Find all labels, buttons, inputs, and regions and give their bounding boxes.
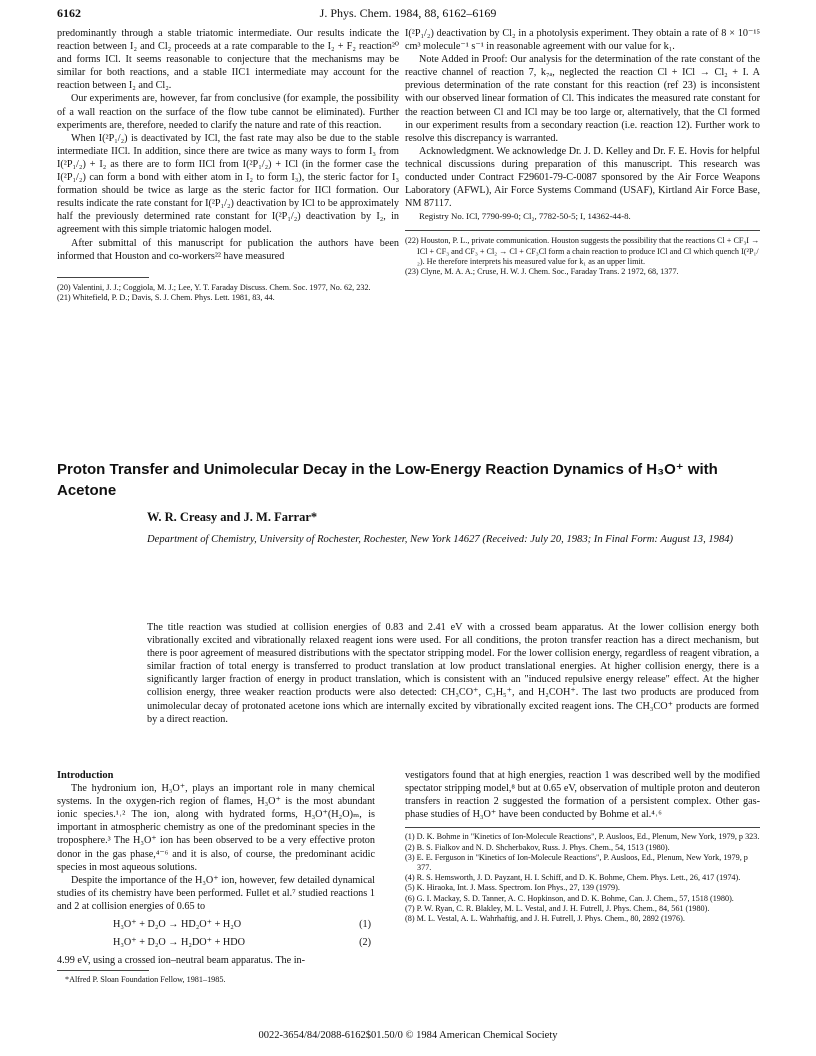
right-column	[405, 27, 760, 277]
footnote-rule	[57, 277, 149, 278]
reference-1: (1) D. K. Bohme in "Kinetics of Ion-Molecule Reactions", P. Ausloos, Ed., Plenum, New York, 1979, p 323.	[405, 832, 760, 842]
journal-running-head: J. Phys. Chem. 1984, 88, 6162–6169	[319, 6, 497, 20]
article-title: Proton Transfer and Unimolecular Decay in the Low-Energy Reaction Dynamics of H₃O⁺ with Acetone	[57, 461, 718, 499]
equation-1-number: (1)	[359, 919, 371, 931]
equation-2-text: H₃O⁺ + D₂O → H₂DO⁺ + HDO	[113, 937, 245, 949]
acknowledgment: Acknowledgment. We acknowledge Dr. J. D. Kelley and Dr. F. E. Hovis for helpful technical discussions during preparation of this manuscript. This research was conducted under Contract F29601-79-C-0087 sponsored by the Air Force Weapons Laboratory (AFWL), Air Force Systems Command (USAF), Kirtland Air Force Base, NM 87117.	[405, 145, 760, 210]
left-paragraph-3: When I(²P₁/₂) is deactivated by ICl, the fast rate may also be due to the stable intermediate IICl. In addition, since there are twice as many ways to form I₃ from I(²P₁/₂) + I₂ as there are to form IICl from I(²P₁/₂) + ICl (in the former case the I(²P₁/₂) can form a bond with either atom in I₂ to form I₃), the steric factor for I₃ formation should be twice as large as the steric factor for IICl formation. Our results indicate the rate constant for I(²P₁/₂) deactivation by ICl to be approximately half the previously determined rate constant for I(²P₁/₂) deactivation by I₂, in agreement with this simple triatomic halogen model.	[57, 132, 399, 236]
reference-8: (8) M. L. Vestal, A. L. Wahrhaftig, and J. H. Futrell, J. Phys. Chem., 80, 2892 (1976).	[405, 914, 685, 923]
intro-paragraph-1: The hydronium ion, H₃O⁺, plays an important role in many chemical systems. In the oxygen-rich region of flames, H₃O⁺ is the most abundant ionic species.¹˒² The ion, along with hydrated forms, H₃O⁺(H₂O)ₘ, is important in atmospheric chemistry as one of the predominant species in the troposphere.³ The H₃O⁺ ion has been observed to be a very effective proton donor in the gas phase,⁴⁻⁶ and it is also, of course, the predominant acidic species in most aqueous solutions.	[57, 783, 375, 873]
intro-right-column	[405, 769, 760, 924]
article-authors: W. R. Creasy and J. M. Farrar*	[147, 510, 318, 524]
equation-2	[57, 936, 375, 949]
reference-4: (4) R. S. Hemsworth, J. D. Payzant, H. I. Schiff, and D. K. Bohme, Chem. Phys. Lett., 26, 417 (1974).	[405, 873, 741, 883]
intro-references	[405, 832, 760, 924]
footnote-20: (20) Valentini, J. J.; Coggiola, M. J.; Lee, Y. T. Faraday Discuss. Chem. Soc. 1977, No. 62, 232.	[57, 282, 371, 292]
intro-heading: Introduction	[57, 770, 114, 781]
left-paragraph-1: predominantly through a stable triatomic intermediate. Our results indicate the reaction between I₂ and Cl₂ proceeds at a rate comparable to the I₂ + F₂ reaction²⁰ and forms ICl. It seems reasonable to conjecture that the mechanisms may be similar for both reactions, and a stable IIC1 intermediate may account for the reaction between I₂ and Cl₂.	[57, 28, 399, 92]
refs-rule	[405, 827, 760, 828]
intro-paragraph-3: 4.99 eV, using a crossed ion–neutral beam apparatus. The in-	[57, 955, 306, 967]
footnote-rule-right	[405, 230, 760, 231]
footnote-23: (23) Clyne, M. A. A.; Cruse, H. W. J. Chem. Soc., Faraday Trans. 2 1972, 68, 1377.	[405, 267, 679, 277]
footnote-21: (21) Whitefield, P. D.; Davis, S. J. Chem. Phys. Lett. 1981, 83, 44.	[57, 292, 275, 302]
equation-2-number: (2)	[359, 937, 371, 949]
reference-3: (3) E. E. Ferguson in "Kinetics of Ion-Molecule Reactions", P. Ausloos, Ed., Plenum, New York, 1979, p 377.	[405, 852, 748, 872]
registry-numbers: Registry No. ICl, 7790-99-0; Cl₂, 7782-50-5; I, 14362-44-8.	[419, 211, 631, 222]
intro-paragraph-2: Despite the importance of the H₃O⁺ ion, however, few detailed dynamical studies of its chemistry have been performed. Fullet et al.⁷ studied reactions 1 and 2 at collision energies of 0.65 to	[57, 874, 375, 912]
left-paragraph-4: After submittal of this manuscript for publication the authors have been informed that Houston and co-workers²² have measured	[57, 237, 399, 262]
star-footnote: *Alfred P. Sloan Foundation Fellow, 1981–1985.	[65, 975, 226, 985]
equation-1	[57, 918, 375, 931]
note-added-in-proof: Note Added in Proof: Our analysis for the determination of the rate constant of the reactive channel of reaction 7, k₇ₐ, neglected the reaction Cl + ICl → Cl₂ + I. A previous determination of the rate constant for this reaction (ref 23) is inconsistent with our observed linear formation of Cl. This indicates the measured rate constant for the reaction between Cl and ICl may be too large or, alternatively, that the Cl formed in our experiment results from a secondary reaction (i.e. reaction 12). Further work to resolve this discrepancy is warranted.	[405, 54, 760, 144]
intro-right-paragraph: vestigators found that at high energies, reaction 1 was described well by the modified spectator stripping model,⁸ but at 0.65 eV, observation of multiple proton and deuteron transfers in reaction 2 suggested the formation of a persistent complex. Other gas-phase studies of H₃O⁺ have been conducted by Bohme et al.⁴˒⁶	[405, 770, 760, 821]
star-footnote-rule	[57, 970, 149, 971]
right-paragraph-1: I(²P₁/₂) deactivation by Cl₂ in a photolysis experiment. They obtain a rate of 8 × 10⁻¹⁵ cm³ molecule⁻¹ s⁻¹ in reasonable agreement with our value for k₁.	[405, 28, 760, 53]
reference-7: (7) P. W. Ryan, C. R. Blakley, M. L. Vestal, and J. H. Futrell, J. Phys. Chem., 84, 561 (1980).	[405, 903, 710, 913]
right-footnotes	[405, 236, 760, 277]
left-column	[57, 27, 399, 303]
intro-left-column	[57, 769, 375, 986]
left-footnotes	[57, 283, 399, 303]
footnote-22: (22) Houston, P. L., private communication. Houston suggests the possibility that the reactions Cl + CF₃I → ICl + CF₃ and CF₃ + Cl₂ → Cl + CF₃Cl form a chain reaction to produce ICl and Cl which quench I(²P₁/₂). He therefore interprets his measured value for k₁ as an upper limit.	[405, 236, 760, 266]
reference-5: (5) K. Hiraoka, Int. J. Mass. Spectrom. Ion Phys., 27, 139 (1979).	[405, 883, 620, 893]
reference-6: (6) G. I. Mackay, S. D. Tanner, A. C. Hopkinson, and D. K. Bohme, Can. J. Chem., 57, 1518 (1980).	[405, 893, 734, 903]
article-abstract: The title reaction was studied at collision energies of 0.83 and 2.41 eV with a crossed beam apparatus. At the lower collision energy both vibrationally excited and vibrationally relaxed reagent ions were used. For all conditions, the proton transfer reaction has a direct mechanism, but there is poor agreement of measured distributions with the spectator stripping model. For the lower collision energy, regardless of reagent vibration, a similar fraction of total energy is transferred to product translation at low product translational energies. At higher collision energy, there is a significantly larger fraction of energy in product translation, which is consistent with an "induced repulsive energy release" effect. At the higher collision energy, three weaker reaction products were also detected: CH₃CO⁺, C₃H₅⁺, and H₂COH⁺. The last two products are produced from unimolecular decay of protonated acetone ions which are internally excited by vibrationally excited reagent ions. The CH₃CO⁺ products are formed by a direct reaction.	[147, 622, 759, 725]
article-affiliation: Department of Chemistry, University of Rochester, Rochester, New York 14627 (Received: July 20, 1983; In Final Form: August 13, 1984)	[147, 534, 734, 545]
equation-1-text: H₃O⁺ + D₂O → HD₂O⁺ + H₂O	[113, 919, 242, 931]
page-footer: 0022-3654/84/2088-6162$01.50/0 © 1984 American Chemical Society	[258, 1030, 558, 1041]
reference-2: (2) B. S. Fialkov and N. D. Shcherbakov, Russ. J. Phys. Chem., 54, 1513 (1980).	[405, 842, 670, 852]
page-number: 6162	[57, 6, 81, 20]
left-paragraph-2: Our experiments are, however, far from conclusive (for example, the possibility of a wall reaction on the surface of the flow tube cannot be eliminated). Further experiments are, therefore, needed to clarify the nature and rate of this reaction.	[57, 93, 399, 131]
